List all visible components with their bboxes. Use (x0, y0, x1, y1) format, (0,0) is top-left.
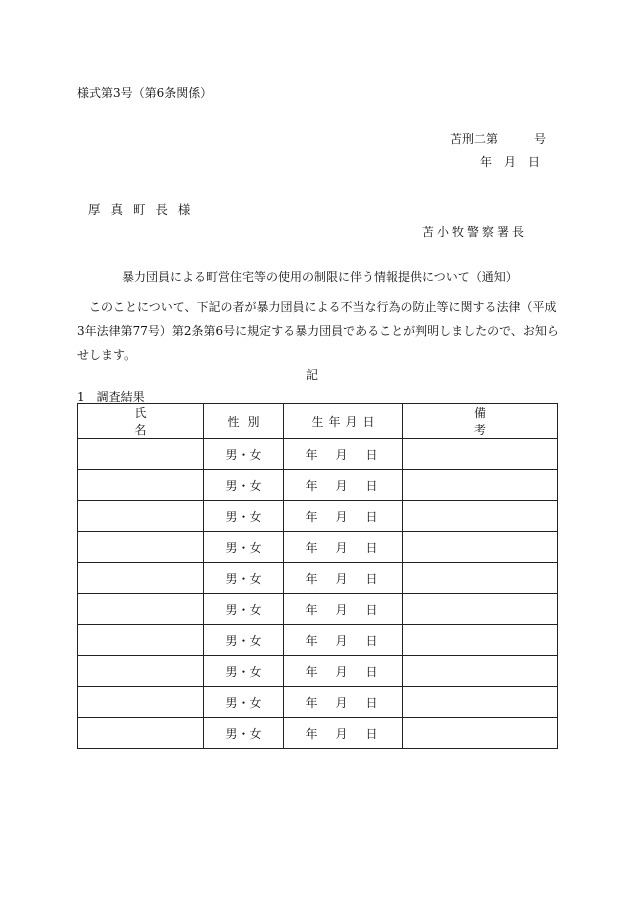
header-remarks: 備考 (403, 404, 558, 439)
cell-birth-date: 年 月 日 (284, 439, 403, 470)
document-title: 暴力団員による町営住宅等の使用の制限に伴う情報提供について（通知） (122, 270, 518, 284)
cell-remarks[interactable] (403, 563, 558, 594)
cell-name[interactable] (78, 439, 204, 470)
cell-name[interactable] (78, 625, 204, 656)
cell-name[interactable] (78, 501, 204, 532)
cell-name[interactable] (78, 718, 204, 749)
sender: 苫小牧警察署長 (422, 225, 528, 239)
cell-birth-date: 年 月 日 (284, 656, 403, 687)
cell-sex: 男・女 (204, 625, 284, 656)
cell-remarks[interactable] (403, 656, 558, 687)
document-number: 苫刑二第 号 (450, 132, 547, 146)
header-birth-date: 生年月日 (284, 404, 403, 439)
table-row (78, 470, 558, 501)
cell-sex: 男・女 (204, 563, 284, 594)
cell-name[interactable] (78, 532, 204, 563)
cell-name[interactable] (78, 470, 204, 501)
cell-remarks[interactable] (403, 687, 558, 718)
cell-sex: 男・女 (204, 501, 284, 532)
cell-remarks[interactable] (403, 470, 558, 501)
cell-birth-date: 年 月 日 (284, 594, 403, 625)
table-row (78, 439, 558, 470)
cell-name[interactable] (78, 563, 204, 594)
table-row (78, 656, 558, 687)
cell-birth-date: 年 月 日 (284, 501, 403, 532)
cell-sex: 男・女 (204, 470, 284, 501)
cell-birth-date: 年 月 日 (284, 532, 403, 563)
cell-remarks[interactable] (403, 625, 558, 656)
cell-remarks[interactable] (403, 718, 558, 749)
cell-remarks[interactable] (403, 594, 558, 625)
cell-remarks[interactable] (403, 532, 558, 563)
table-row (78, 718, 558, 749)
header-name: 氏名 (78, 404, 204, 439)
cell-name[interactable] (78, 656, 204, 687)
cell-birth-date: 年 月 日 (284, 625, 403, 656)
cell-sex: 男・女 (204, 718, 284, 749)
cell-sex: 男・女 (204, 439, 284, 470)
section-heading: 1 調査結果 (77, 390, 145, 404)
table-header-row (78, 404, 558, 439)
survey-results-table (77, 403, 558, 749)
cell-birth-date: 年 月 日 (284, 470, 403, 501)
header-sex: 性別 (204, 404, 284, 439)
cell-birth-date: 年 月 日 (284, 718, 403, 749)
cell-birth-date: 年 月 日 (284, 563, 403, 594)
table-row (78, 687, 558, 718)
cell-remarks[interactable] (403, 439, 558, 470)
document-date: 年 月 日 (480, 155, 541, 169)
cell-remarks[interactable] (403, 501, 558, 532)
cell-sex: 男・女 (204, 532, 284, 563)
cell-sex: 男・女 (204, 656, 284, 687)
form-label: 様式第3号（第6条関係） (77, 86, 213, 100)
cell-sex: 男・女 (204, 687, 284, 718)
cell-name[interactable] (78, 594, 204, 625)
addressee: 厚 真 町 長 様 (88, 202, 194, 217)
cell-name[interactable] (78, 687, 204, 718)
cell-birth-date: 年 月 日 (284, 687, 403, 718)
table-row (78, 625, 558, 656)
cell-sex: 男・女 (204, 594, 284, 625)
table-row (78, 532, 558, 563)
table-row (78, 594, 558, 625)
body-text: このことについて、下記の者が暴力団員による不当な行為の防止等に関する法律（平成3年法律第77号）第2条第6号に規定する暴力団員であることが判明しましたので、お知らせします。 (77, 300, 559, 362)
table-row (78, 501, 558, 532)
record-heading: 記 (306, 368, 319, 382)
table-row (78, 563, 558, 594)
